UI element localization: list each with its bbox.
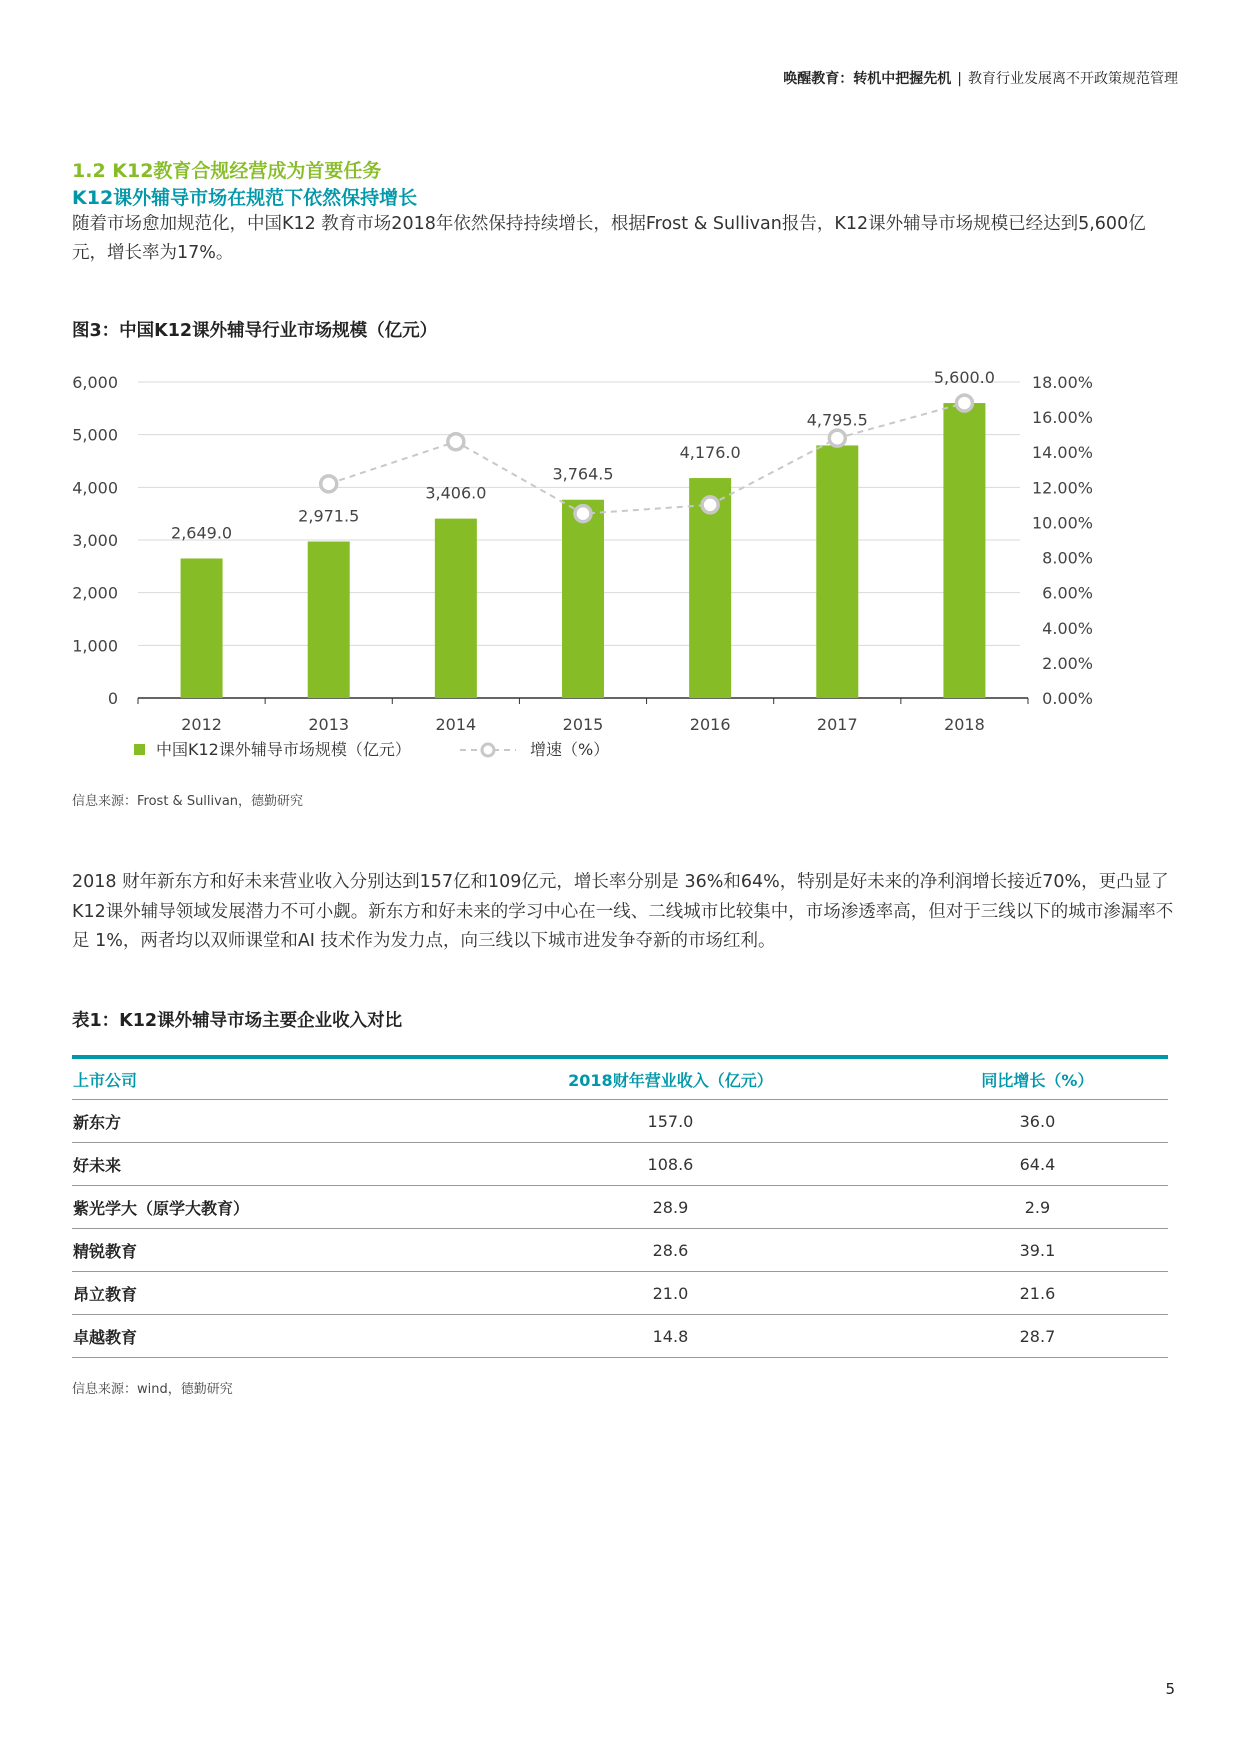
revenue-cell: 157.0 (434, 1100, 907, 1143)
growth-cell: 28.7 (907, 1315, 1168, 1358)
y-right-tick-label: 4.00% (1042, 618, 1093, 638)
growth-cell: 2.9 (907, 1186, 1168, 1229)
growth-point (829, 430, 845, 446)
bar-value-label: 4,795.5 (806, 410, 868, 430)
header-growth: 同比增长（%） (907, 1057, 1168, 1100)
revenue-cell: 14.8 (434, 1315, 907, 1358)
legend-bar-label: 中国K12课外辅导市场规模（亿元） (156, 740, 411, 759)
y-left-tick-label: 3,000 (72, 531, 118, 550)
y-left-tick-label: 6,000 (72, 373, 118, 392)
market-size-chart (60, 360, 1100, 770)
y-left-tick-label: 1,000 (72, 636, 118, 656)
table-row (72, 1272, 1168, 1315)
section-subtitle: K12课外辅导市场在规范下依然保持增长 (72, 187, 418, 209)
body-paragraph: 2018 财年新东方和好未来营业收入分别达到157亿和109亿元，增长率分别是 36%和64%，特别是好未来的净利润增长接近70%，更凸显了K12课外辅导领域发展潜力不可小觑。新东方和好未来的学习中心在一线、二线城市比较集中，市场渗透率高，但对于三线以下的城市渗漏率不足 1%，两者均以双师课堂和AI 技术作为发力点，向三线以下城市进发争夺新的市场红利。 (72, 872, 1174, 951)
y-right-tick-label: 2.00% (1042, 653, 1093, 673)
y-left-tick-label: 0 (107, 689, 118, 708)
revenue-cell: 28.6 (434, 1229, 907, 1272)
y-right-tick-label: 8.00% (1042, 548, 1093, 568)
growth-cell: 36.0 (907, 1100, 1168, 1143)
growth-point (575, 506, 591, 522)
bar-value-label: 4,176.0 (679, 443, 741, 463)
figure-title: 图3：中国K12课外辅导行业市场规模（亿元） (72, 321, 438, 341)
x-tick-label: 2017 (816, 715, 858, 734)
y-right-tick-label: 0.00% (1042, 689, 1093, 708)
bar-value-label: 3,764.5 (552, 464, 614, 484)
legend-line-label: 增速（%） (530, 740, 610, 759)
y-left-tick-label: 4,000 (72, 478, 118, 498)
header-revenue: 2018财年营业收入（亿元） (434, 1057, 907, 1100)
company-cell: 好未来 (72, 1143, 434, 1186)
intro-paragraph: 随着市场愈加规范化，中国K12 教育市场2018年依然保持持续增长，根据Frost & Sullivan报告，K12课外辅导市场规模已经达到5,600亿元，增长率为17%。 (72, 214, 1146, 263)
y-left-tick-label: 2,000 (72, 583, 118, 603)
growth-line (329, 403, 965, 514)
table-row (72, 1143, 1168, 1186)
x-tick-label: 2012 (181, 715, 222, 734)
x-tick-label: 2015 (562, 715, 604, 734)
bar-value-label: 3,406.0 (425, 483, 487, 503)
revenue-cell: 21.0 (434, 1272, 907, 1315)
company-cell: 紫光学大（原学大教育） (72, 1186, 434, 1229)
table-title: 表1：K12课外辅导市场主要企业收入对比 (72, 1011, 403, 1031)
bar-2013 (308, 542, 350, 698)
legend-bar-swatch (134, 744, 145, 755)
growth-cell: 21.6 (907, 1272, 1168, 1315)
y-right-tick-label: 14.00% (1031, 443, 1093, 463)
page-number: 5 (1165, 1680, 1175, 1698)
x-tick-label: 2018 (944, 715, 985, 734)
section-title: 1.2 K12教育合规经营成为首要任务 (72, 160, 382, 182)
table-source: 信息来源：wind，德勤研究 (72, 1382, 233, 1397)
figure-source: 信息来源：Frost & Sullivan，德勤研究 (72, 794, 304, 809)
growth-point (702, 497, 718, 513)
y-right-tick-label: 10.00% (1031, 513, 1093, 533)
growth-cell: 39.1 (907, 1229, 1168, 1272)
revenue-cell: 28.9 (434, 1186, 907, 1229)
growth-point (956, 395, 972, 411)
company-cell: 昂立教育 (72, 1272, 434, 1315)
y-right-tick-label: 16.00% (1031, 408, 1093, 428)
company-cell: 卓越教育 (72, 1315, 434, 1358)
revenue-table (72, 1055, 1168, 1358)
x-tick-label: 2016 (689, 715, 731, 734)
header-title-rest: 教育行业发展离不开政策规范管理 (968, 71, 1178, 87)
bar-2014 (435, 519, 477, 698)
company-cell: 精锐教育 (72, 1229, 434, 1272)
company-cell: 新东方 (72, 1100, 434, 1143)
table-header-row (72, 1057, 1168, 1100)
y-left-tick-label: 5,000 (72, 425, 118, 445)
legend-line-marker (482, 744, 494, 756)
growth-cell: 64.4 (907, 1143, 1168, 1186)
table-row (72, 1186, 1168, 1229)
page-header (783, 68, 1178, 88)
table-row (72, 1315, 1168, 1358)
bar-2017 (816, 445, 858, 698)
table-row (72, 1229, 1168, 1272)
y-right-tick-label: 12.00% (1031, 478, 1093, 498)
header-title-bold: 唤醒教育：转机中把握先机 (783, 71, 952, 87)
table-row (72, 1100, 1168, 1143)
y-right-tick-label: 6.00% (1042, 583, 1093, 603)
header-separator: | (957, 71, 962, 87)
bar-value-label: 5,600.0 (933, 368, 995, 388)
header-company: 上市公司 (72, 1057, 434, 1100)
y-right-tick-label: 18.00% (1031, 373, 1093, 392)
bar-value-label: 2,971.5 (298, 506, 360, 526)
growth-point (321, 476, 337, 492)
growth-point (448, 434, 464, 450)
bar-2012 (181, 558, 223, 698)
bar-value-label: 2,649.0 (171, 523, 233, 543)
bar-2015 (562, 500, 604, 698)
bar-2018 (943, 403, 985, 698)
x-tick-label: 2013 (308, 715, 350, 734)
revenue-cell: 108.6 (434, 1143, 907, 1186)
x-tick-label: 2014 (435, 715, 477, 734)
